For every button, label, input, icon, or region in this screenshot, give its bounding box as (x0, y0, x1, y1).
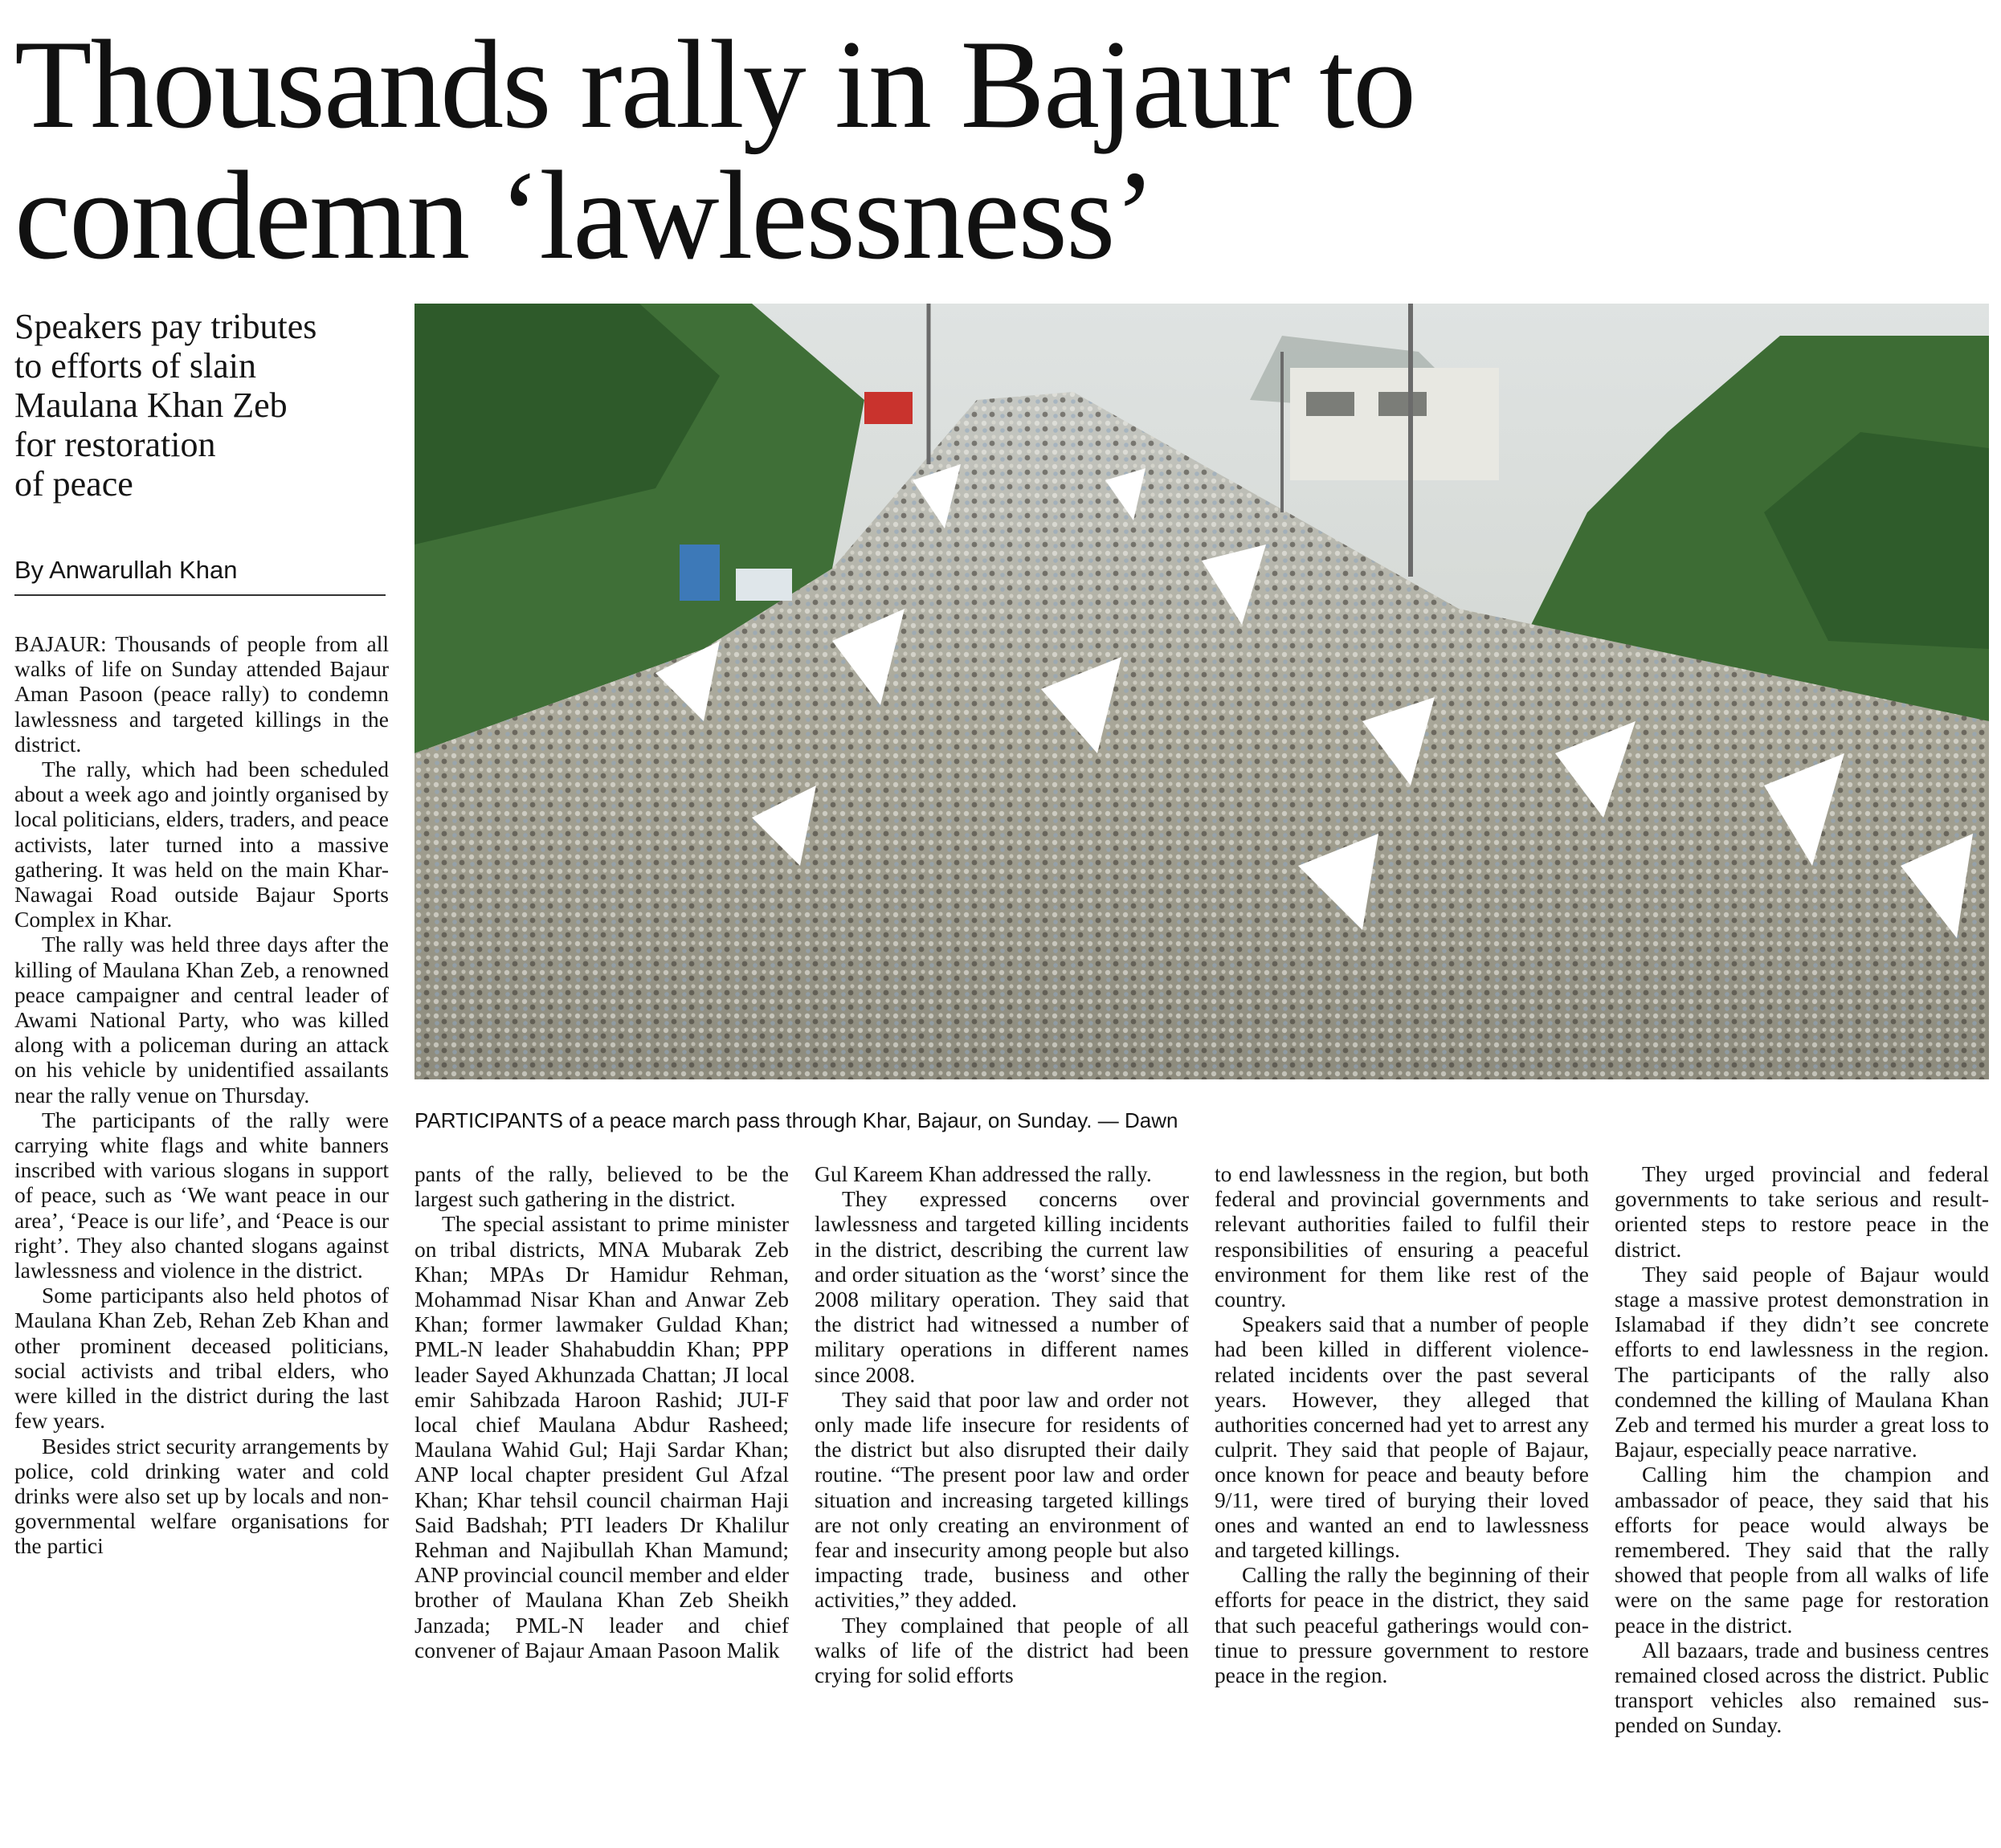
deck-line: Maulana Khan Zeb (14, 386, 288, 425)
paragraph: The special assistant to prime minister on tribal districts, MNA Mubarak Zeb Khan; MPAs Dr Hamidur Rehman, Mohammad Nisar Khan and Anwar Zeb Khan; former lawmaker Guldad Khan; PML-N leader Shahabuddin Khan; PPP leader Sayed Akhunzada Chattan; JI local emir Sahibzada Haroon Rashid; JUI-F local chief Maulana Abdur Rasheed; Maulana Wahid Gul; Haji Sardar Khan; ANP local chapter president Gul Afzal Khan; Khar tehsil council chairman Haji Said Badshah; PTI leaders Dr Khalilur Rehman and Najibullah Khan Mamund; ANP provincial council member and elder brother of Maulana Khan Zeb Sheikh Janzada; PML-N leader and chief convener of Bajaur Amaan Pasoon Malik (414, 1211, 789, 1662)
photo-caption: PARTICIPANTS of a peace march pass through Khar, Bajaur, on Sunday. — Dawn (414, 1108, 1178, 1132)
headline (14, 14, 1991, 286)
paragraph: Speakers said that a number of people had been killed in different violence-related incidents over the past several years. However, they alleged that authorities concerned had yet to arrest any culprit. They said that people of Bajaur, once known for peace and beauty before 9/11, were tired of burying their loved ones and wanted an end to lawlessness and targeted killings. (1215, 1312, 1589, 1563)
paragraph: They complained that people of all walks of life of the district had been crying for solid efforts (815, 1612, 1189, 1688)
byline: By Anwarullah Khan (14, 554, 386, 596)
article-column-1 (14, 631, 389, 1844)
paragraph: Calling him the champion and ambassador of peace, they said that his efforts for peace would always be remembered. They said that the rally showed that people from all walks of life were on the same page for restoration peace in the district. (1615, 1462, 1989, 1638)
paragraph: They said people of Bajaur would stage a massive protest demonstration in Islamabad if they didn’t see concrete efforts to end lawlessness in the region. The participants of the rally also condemned the killing of Maulana Khan Zeb and termed his murder a great loss to Bajaur, especially peace narrative. (1615, 1261, 1989, 1462)
rally-photo-illustration (414, 304, 1989, 1079)
article-column-4 (1215, 1161, 1589, 1844)
paragraph: Besides strict security arrangements by police, cold drinking water and cold drinks were also set up by locals and non-governmental welfare organisations for the partici (14, 1433, 389, 1559)
headline-line-2: condemn ‘lawlessness’ (14, 145, 1155, 286)
paragraph: The rally was held three days after the killing of Maulana Khan Zeb, a renowned peace campaigner and central leader of Awami National Party, who was killed along with a policeman during an attack on his vehicle by unidentified assailants near the rally venue on Thursday. (14, 932, 389, 1108)
rally-photo (414, 304, 1989, 1079)
article-column-5 (1615, 1161, 1989, 1844)
deck-subheadline (14, 307, 392, 504)
headline-line-1: Thousands rally in Bajaur to (14, 14, 1415, 155)
deck-line: to efforts of slain (14, 346, 257, 386)
paragraph: pants of the rally, believed to be the largest such gathering in the district. (414, 1161, 789, 1212)
paragraph: The rally, which had been scheduled about a week ago and jointly organised by local politicians, elders, traders, and peace activists, later turned into a massive gathering. It was held on the main Khar-Nawagai Road outside Bajaur Sports Complex in Khar. (14, 757, 389, 932)
deck-line: of peace (14, 464, 133, 504)
paragraph: BAJAUR: Thousands of people from all walks of life on Sunday attended Bajaur Aman Pasoon (peace rally) to condemn lawlessness and targeted killings in the district. (14, 631, 389, 757)
paragraph: Some participants also held photos of Maulana Khan Zeb, Rehan Zeb Khan and other prominent deceased politicians, social activists and tribal elders, who were killed in the district during the last few years. (14, 1283, 389, 1434)
paragraph: to end lawlessness in the region, but both federal and provincial governments and relevant authorities failed to fulfil their responsibilities of ensuring a peaceful environment for them like rest of the country. (1215, 1161, 1589, 1312)
paragraph: All bazaars, trade and business centres remained closed across the district. Public transport vehicles also remained suspended on Sunday. (1615, 1637, 1989, 1738)
article-column-3 (815, 1161, 1189, 1844)
paragraph: They urged provincial and federal governments to take serious and result-oriented steps to restore peace in the district. (1615, 1161, 1989, 1262)
paragraph: They expressed concerns over lawlessness and targeted killing incidents in the district, describing the current law and order situation as the ‘worst’ since the 2008 military operation. They said that the district had witnessed a number of military operations in different names since 2008. (815, 1186, 1189, 1387)
deck-line: Speakers pay tributes (14, 307, 317, 346)
paragraph: The participants of the rally were carrying white flags and white banners inscribed with various slogans in support of peace, such as ‘We want peace in our area’, ‘Peace is our life’, and ‘Peace is our right’. They also chanted slogans against lawlessness and violence in the district. (14, 1107, 389, 1283)
deck-line: for restoration (14, 425, 216, 464)
paragraph: Gul Kareem Khan addressed the rally. (815, 1161, 1152, 1186)
paragraph: Calling the rally the beginning of their efforts for peace in the district, they said that such peaceful gatherings would continue to pressure government to restore peace in the region. (1215, 1562, 1589, 1688)
article-column-2 (414, 1161, 789, 1844)
paragraph: They said that poor law and order not only made life insecure for residents of the district but also disrupted their daily routine. “The present poor law and order situation and increasing targeted killings are not only creating an environment of fear and insecurity among people but also impacting trade, business and other activities,” they added. (815, 1386, 1189, 1613)
